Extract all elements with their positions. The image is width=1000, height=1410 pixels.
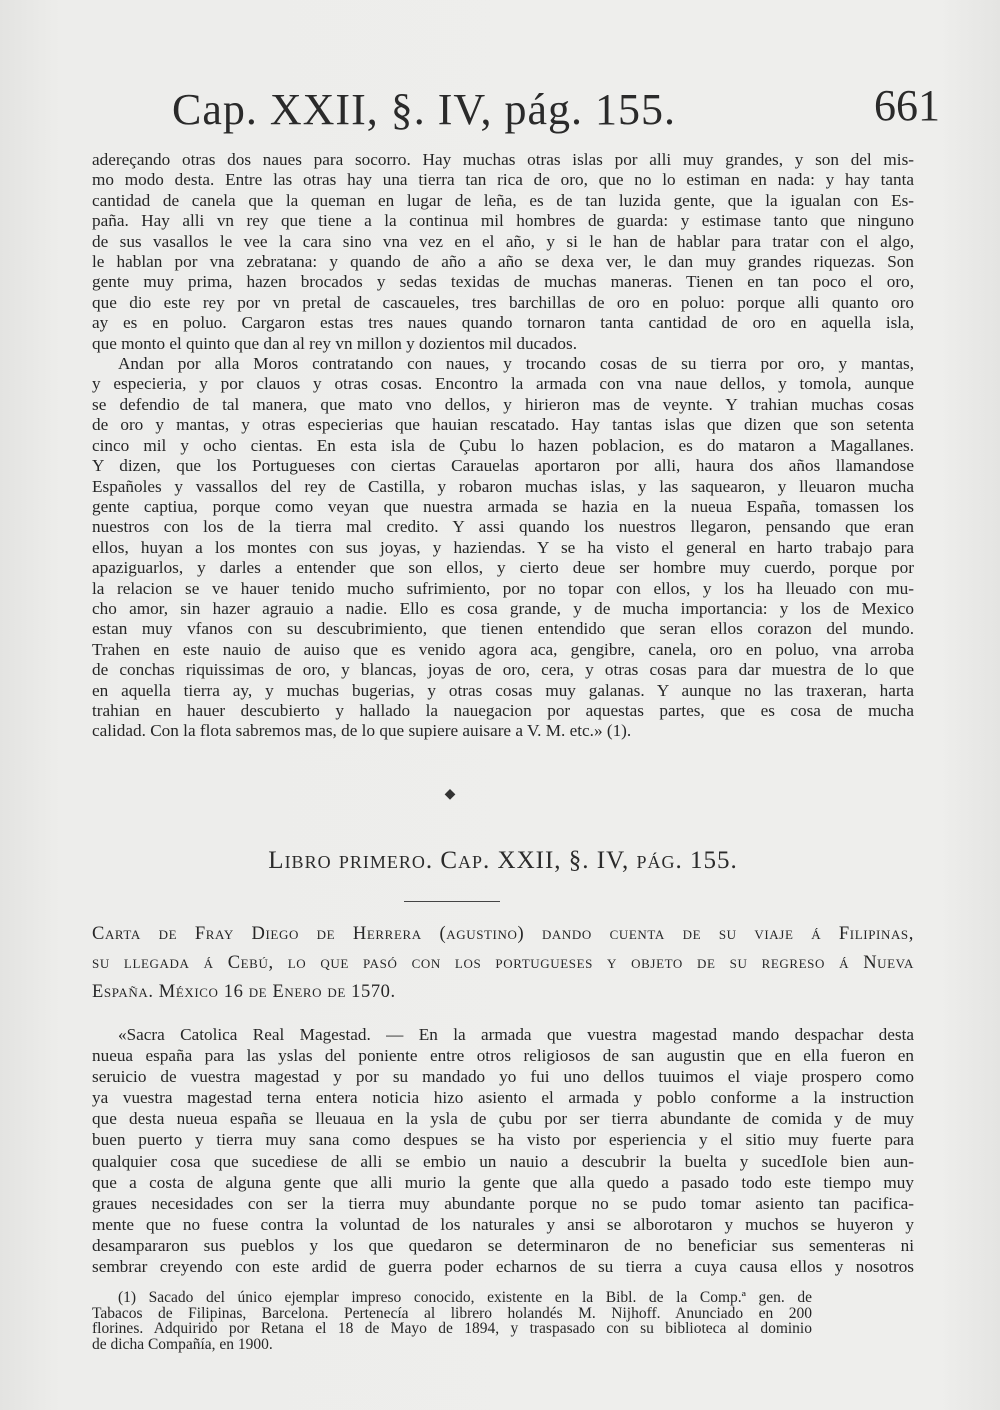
text-line: ellos, huyan a los montes con sus joyas, y haziendas. Y se ha visto el general en harto trabajo para — [92, 537, 914, 557]
letter-text — [92, 1024, 914, 1277]
text-line: que dio este rey por vn pretal de cascaueles, tres barchillas de oro en poluo: porque alli quanto oro — [92, 292, 914, 312]
text-line: gente captiua, porque como veyan que nuestra armada se hazia en la nueua España, tomassen los — [92, 496, 914, 516]
letter-line: graues necesidades con ser la tierra muy abundante porque no se pudo tomar asiento tan pacifica- — [92, 1193, 914, 1213]
letter-line: que a costa de alguna gente que alli murio la gente que alla quedo a pasado todo este tiempo muy — [92, 1172, 914, 1192]
text-line: la relacion se ve hauer tenido mucho sufrimiento, por no topar con ellos, y los ha lleuado con mu- — [92, 578, 914, 598]
letter-line: nueua españa para las yslas del poniente entre otros religiosos de san augustin que en ella fueron en — [92, 1046, 914, 1066]
text-line: en aquella tierra ay, y muchas bugerias, y otras cosas muy galanas. Y aunque no las traxeran, harta — [92, 680, 914, 700]
text-line: Y dizen, que los Portugueses con ciertas Carauelas aportaron por alli, haura dos años llamandose — [92, 456, 914, 476]
text-line: estan muy vfanos con su descubrimiento, que tienen entendido que seran ellos corazon del mundo. — [92, 619, 914, 639]
text-line: calidad. Con la flota sabremos mas, de lo que supiere auisare a V. M. etc.» (1). — [92, 721, 632, 741]
page-number: 661 — [874, 81, 940, 130]
section-ornament: ◆ — [444, 787, 456, 802]
letter-line: que desta nueua españa se lleuaua en la ysla de çubu por ser tierra abundante de comida y de muy — [92, 1109, 914, 1129]
footnote — [92, 1290, 812, 1352]
letter-line: ya vuestra magestad terna entera noticia hizo asiento el armada y poblo conforme a la instruction — [92, 1088, 914, 1108]
footnote-line: de dicha Compañía, en 1900. — [92, 1335, 273, 1353]
text-line: se defendio de tal manera, que mato vno dellos, y hirieron mas de veynte. Y trahian muchas cosas — [92, 394, 914, 414]
text-line: Andan por alla Moros contratando con naues, y trocando cosas de su tierra por oro, y mantas, — [118, 354, 914, 374]
text-line: Trahen en este nauio de auiso que es venido agora aca, gengibre, canela, oro en poluo, vna arroba — [92, 639, 914, 659]
text-line: de sus vasallos le vee la cara sino vna vez en el año, y si le han de hablar para tratar con el algo, — [92, 231, 914, 251]
text-line: paña. Hay alli vn rey que tiene a la continua mil hombres de guarda: y estimase tanto que ninguno — [92, 211, 914, 231]
text-line: gente muy prima, hazen brocados y sedas texidas de muchas maneras. Tienen en tan poco el oro, — [92, 272, 914, 292]
letter-line: mente que no fuese contra la voluntad de los naturales y ansi se alborotaron y muchos se huyeron y — [92, 1214, 914, 1234]
paragraph-2 — [92, 354, 914, 742]
letter-line: seruicio de vuestra magestad y por su mandado yo fui uno dellos tuuimos el viaje prospero como — [92, 1067, 914, 1087]
heading-line: España. México 16 de Enero de 1570. — [92, 982, 396, 1002]
text-line: trahian en hauer descubierto y hallado la nauegacion por aquestas partes, que es cosa de mucha — [92, 700, 914, 720]
text-line: mo modo desta. Entre las otras hay una tierra tan rica de oro, que no lo estiman en nada: y hay tanta — [92, 170, 914, 190]
text-line: Españoles y vassallos del rey de Castilla, y robaron muchas islas, y las saquearon, y lleuaron mucha — [92, 476, 914, 496]
document-heading — [92, 920, 914, 1007]
footnote-line: (1) Sacado del único ejemplar impreso conocido, existente en la Bibl. de la Comp.ª gen. de — [118, 1289, 812, 1306]
text-line: cinco mil y ocho cientas. En esta isla de Çubu lo hazen poblacion, es do mataron a Magallanes. — [92, 435, 914, 455]
running-head: Cap. XXII, §. IV, pág. 155. — [172, 85, 677, 134]
letter-line: desampararon sus pueblos y los que quedaron se determinaron de no beneficiar sus sementeras ni — [92, 1235, 914, 1255]
text-line: y especieria, y por clauos y otras cosas. Encontro la armada con vna naue dellos, y tomola, aunque — [92, 374, 914, 394]
letter-line: «Sacra Catolica Real Magestad. — En la armada que vuestra magestad mando despachar desta — [118, 1025, 914, 1044]
section-title: Libro primero. Cap. XXII, §. IV, pág. 155. — [268, 847, 738, 874]
text-line: apaziguarlos, y darles a entender que son ellos, y cierto deue ser hombre muy cuerdo, porque por — [92, 558, 914, 578]
footnote-line: Tabacos de Filipinas, Barcelona. Pertenecía al librero holandés M. Nijhoff. Anunciado en 200 — [92, 1304, 812, 1322]
heading-line: su llegada á Cebú, lo que pasó con los portugueses y objeto de su regreso á Nueva — [92, 953, 914, 973]
title-rule — [404, 901, 500, 902]
text-line: ay es en poluo. Cargaron estas tres naues quando tornaron tanta cantidad de oro en aquella isla, — [92, 313, 914, 333]
letter-line: sembrar creyendo con este ardid de guerra poder echarnos de su tierra a cuya causa ellos y nosotros — [92, 1257, 914, 1277]
footnote-line: florines. Adquirido por Retana el 18 de Mayo de 1894, y traspasado con su biblioteca al dominio — [92, 1320, 812, 1337]
text-line: de oro y mantas, y otras especierias que hauian rescatado. Hay tantas islas que dizen que son setenta — [92, 415, 914, 435]
text-line: le hablan por vna zebratana: y quando de año a año se dexa ver, le dan muy grandes riquezas. Son — [92, 252, 914, 272]
letter-line: qualquier cosa que sucediese de alli se embio un nauio a descubrir la buelta y sucedIole bien aun- — [92, 1151, 914, 1171]
heading-line: Carta de Fray Diego de Herrera (agustino) dando cuenta de su viaje á Filipinas, — [92, 924, 914, 944]
text-line: cantidad de canela que la queman en lugar de leña, es de tan luzida gente, que la igualan con Es- — [92, 190, 914, 210]
text-line: nuestros con los de la tierra mal credito. Y assi quando los nuestros llegaron, pensando que eran — [92, 517, 914, 537]
body-text — [92, 150, 914, 742]
text-line: de conchas riquissimas de oro, y blancas, joyas de oro, cera, y otras cosas para dar muestra de lo que — [92, 660, 914, 680]
paragraph-1 — [92, 150, 914, 354]
text-line: cho amor, sin hazer agrauio a nadie. Ello es cosa grande, y de mucha importancia: y los de Mexico — [92, 598, 914, 618]
letter-line: buen puerto y tierra muy sana como despues se ha visto por esperiencia y el sitio muy fuerte para — [92, 1130, 914, 1150]
text-line: que monto el quinto que dan al rey vn millon y dozientos mil ducados. — [92, 333, 577, 353]
text-line: adereçando otras dos naues para socorro. Hay muchas otras islas por alli muy grandes, y son del mis- — [92, 150, 914, 169]
